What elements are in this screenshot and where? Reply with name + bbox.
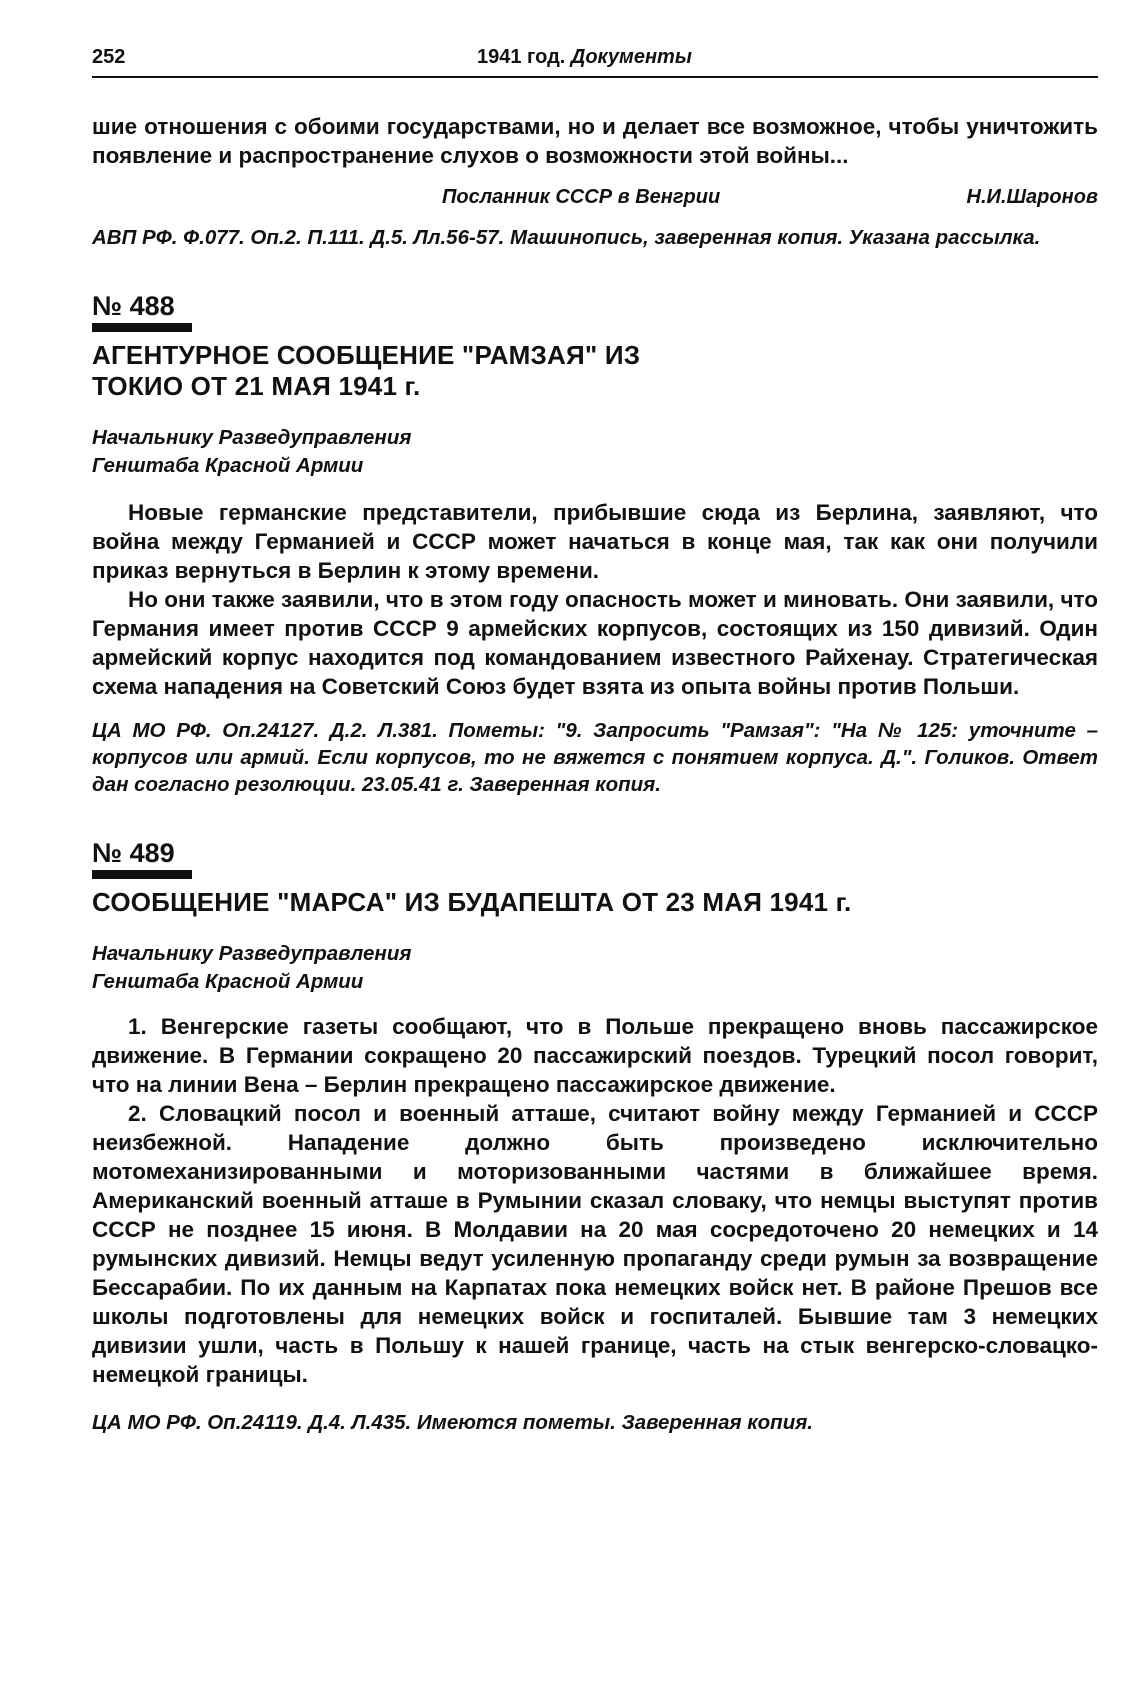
paragraph: 1. Венгерские газеты сообщают, что в Польше прекращено вновь пассажирское движение. В Германии сокращено 20 пассажирский поездов. Турецкий посол говорит, что на линии Вена – Берлин прекращено пассажирское движение. [92, 1014, 1098, 1097]
book-title [477, 46, 692, 69]
addressee-line: Генштаба Красной Армии [92, 970, 364, 993]
paragraph: Новые германские представители, прибывшие сюда из Берлина, заявляют, что война между Германией и СССР может начаться в конце мая, так как они получили приказ вернуться в Берлин к этому времени. [92, 500, 1098, 583]
page-number: 252 [92, 46, 126, 68]
archive-note: ЦА МО РФ. Оп.24127. Д.2. Л.381. Пометы: "9. Запросить "Рамзая": "На № 125: уточните – корпусов или армий. Если корпусов, то не вяжется с понятием корпуса. Д.". Голиков. Ответ дан согласно резолюции. 23.05.41 г. Заверенная копия. [92, 719, 1098, 796]
document-number: № 489 [92, 838, 175, 868]
document-heading: СООБЩЕНИЕ "МАРСА" ИЗ БУДАПЕШТА ОТ 23 МАЯ 1941 г. [92, 887, 852, 917]
continuation-text: шие отношения с обоими государствами, но и делает все возможное, чтобы уничтожить появление и распространение слухов о возможности этой войны... [92, 114, 1098, 168]
archive-note: ЦА МО РФ. Оп.24119. Д.4. Л.435. Имеются пометы. Заверенная копия. [92, 1411, 813, 1434]
paragraph: 2. Словацкий посол и военный атташе, считают войну между Германией и СССР неизбежной. Нападение должно быть произведено исключительно мотомеханизированными и моторизованными частями в ближайшее время. Американский военный атташе в Румынии сказал словаку, что немцы выступят против СССР не позднее 15 июня. В Молдавии на 20 мая сосредоточено 20 немецких и 14 румынских дивизий. Немцы ведут усиленную пропаганду среди румын за возвращение Бессарабии. По их данным на Карпатах пока немецких войск нет. В районе Прешов все школы подготовлены для немецких войск и госпиталей. Бывшие там 3 немецких дивизии ушли, часть в Польшу к нашей границе, часть на стык венгерско-словацко-немецкой границы. [92, 1101, 1098, 1387]
document-heading: АГЕНТУРНОЕ СООБЩЕНИЕ "РАМЗАЯ" ИЗ ТОКИО ОТ 21 МАЯ 1941 г. [92, 340, 641, 401]
document-number: № 488 [92, 291, 175, 321]
previous-document-continuation [92, 112, 1098, 251]
addressee-line: Начальнику Разведуправления [92, 426, 412, 449]
paragraph: Но они также заявили, что в этом году опасность может и миновать. Они заявили, что Германия имеет против СССР 9 армейских корпусов, состоящих из 150 дивизий. Один армейский корпус находится под командованием известного Райхенау. Стратегическая схема нападения на Советский Союз будет взята из опыта войны против Польши. [92, 587, 1098, 699]
book-title-rest: Документы [570, 46, 692, 68]
signature-block [92, 182, 1098, 216]
addressee-line: Генштаба Красной Армии [92, 454, 364, 477]
document-488 [92, 291, 1098, 798]
document-rule [92, 323, 192, 332]
book-title-year: 1941 год. [477, 46, 566, 68]
archive-note: АВП РФ. Ф.077. Оп.2. П.111. Д.5. Лл.56-57. Машинопись, заверенная копия. Указана рассылка. [92, 226, 1041, 249]
document-489 [92, 838, 1098, 1436]
running-header [92, 44, 1098, 78]
signature-name: Н.И.Шаронов [966, 186, 1098, 208]
book-page [92, 44, 1098, 1436]
document-rule [92, 870, 192, 879]
addressee-line: Начальнику Разведуправления [92, 942, 412, 965]
signature-title: Посланник СССР в Венгрии [442, 186, 721, 208]
